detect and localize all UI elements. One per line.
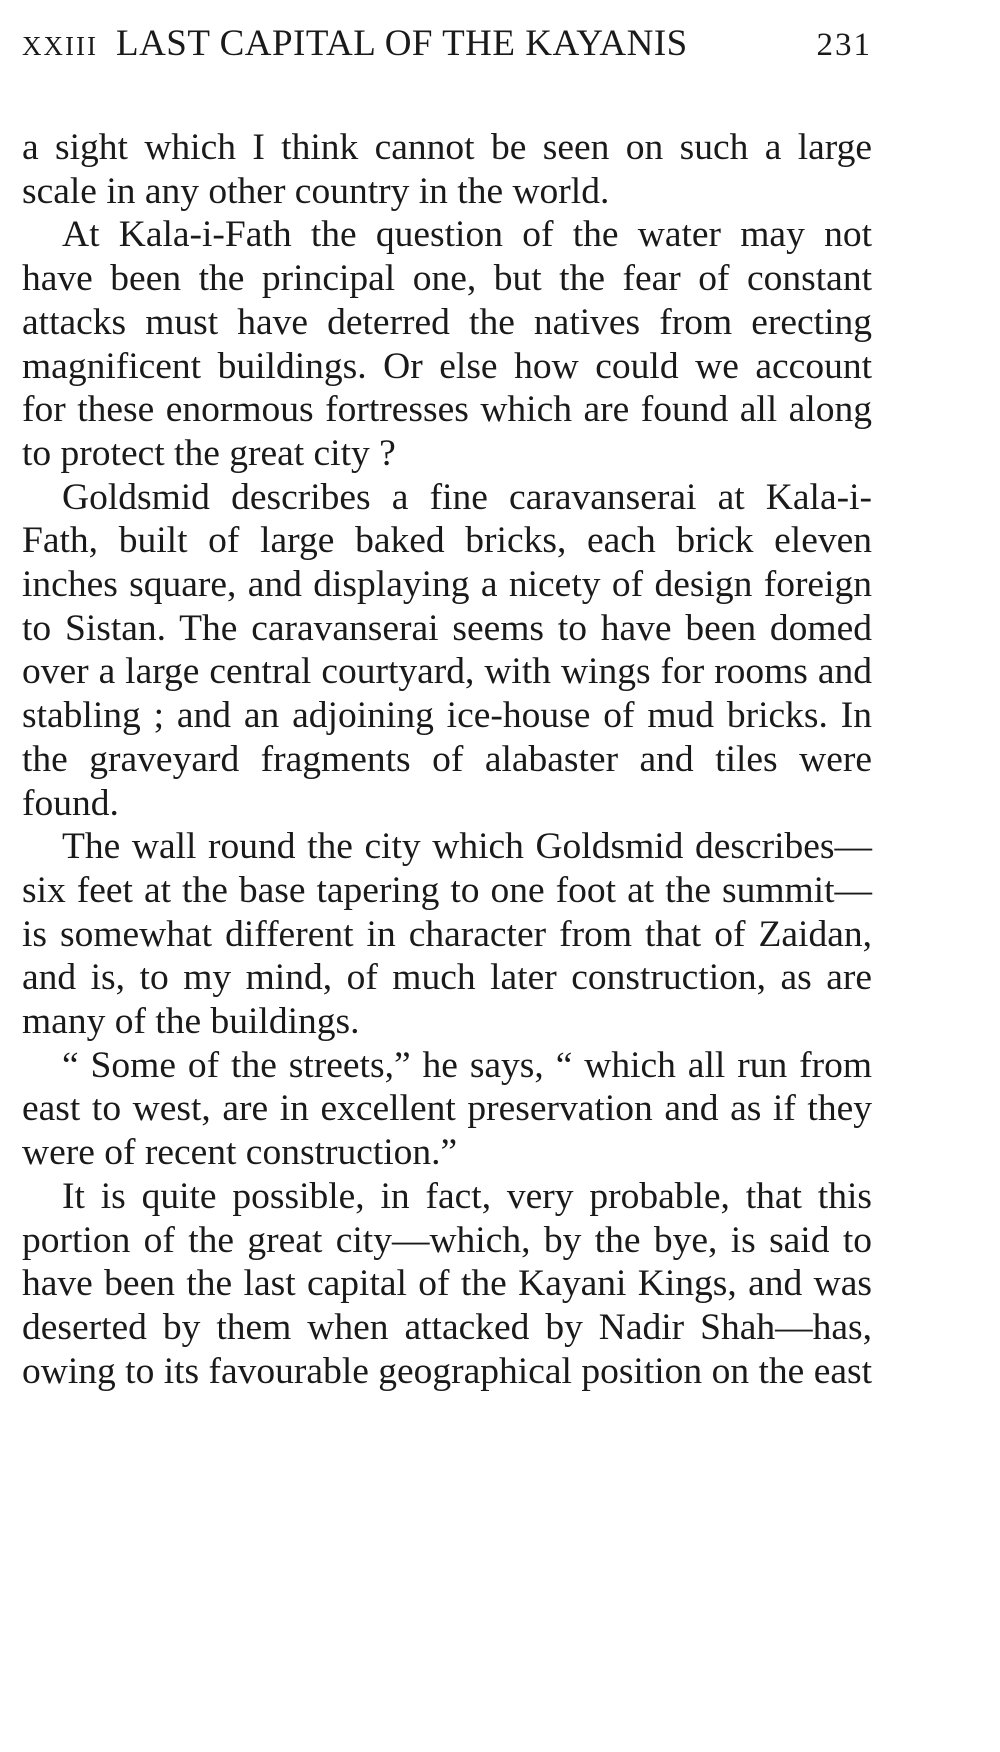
running-title: LAST CAPITAL OF THE KAYANIS [115,23,688,64]
book-page [22,22,872,1393]
paragraph-city-wall: The wall round the city which Goldsmid describes—six feet at the base tapering to one foot at the summit—is somewhat different in character from that of Zaidan, and is, to my mind, of much later construction, as are many of the buildings. [22,826,872,1043]
running-head [22,22,872,82]
paragraph-kala-i-fath: At Kala-i-Fath the question of the water may not have been the principal one, but the fear of constant attacks must have deterred the natives from erecting magnificent buildings. Or else how could we account for these enormous fortresses which are found all along to protect the great city ? [22,214,872,474]
paragraph-streets-quote: “ Some of the streets,” he says, “ which all run from east to west, are in excellent preservation and as if they were of recent construction.” [22,1044,872,1174]
page-number: 231 [816,27,872,63]
body-text [22,126,872,1393]
paragraph-caravanserai: Goldsmid describes a fine caravanserai at Kala-i-Fath, built of large baked bricks, each brick eleven inches square, and displaying a nicety of design foreign to Sistan. The caravanserai seems to have been domed over a large central courtyard, with wings for rooms and stabling ; and an adjoining ice-house of mud bricks. In the graveyard fragments of alabaster and tiles were found. [22,476,872,824]
paragraph-last-capital: It is quite possible, in fact, very probable, that this portion of the great city—which, by the bye, is said to have been the last capital of the Kayani Kings, and was deserted by them when attacked by Nadir Shah—has, owing to its favourable geographical position on the east [22,1175,872,1392]
chapter-number: XXIII [22,31,98,61]
paragraph-continuation: a sight which I think cannot be seen on such a large scale in any other country in the world. [22,127,872,212]
